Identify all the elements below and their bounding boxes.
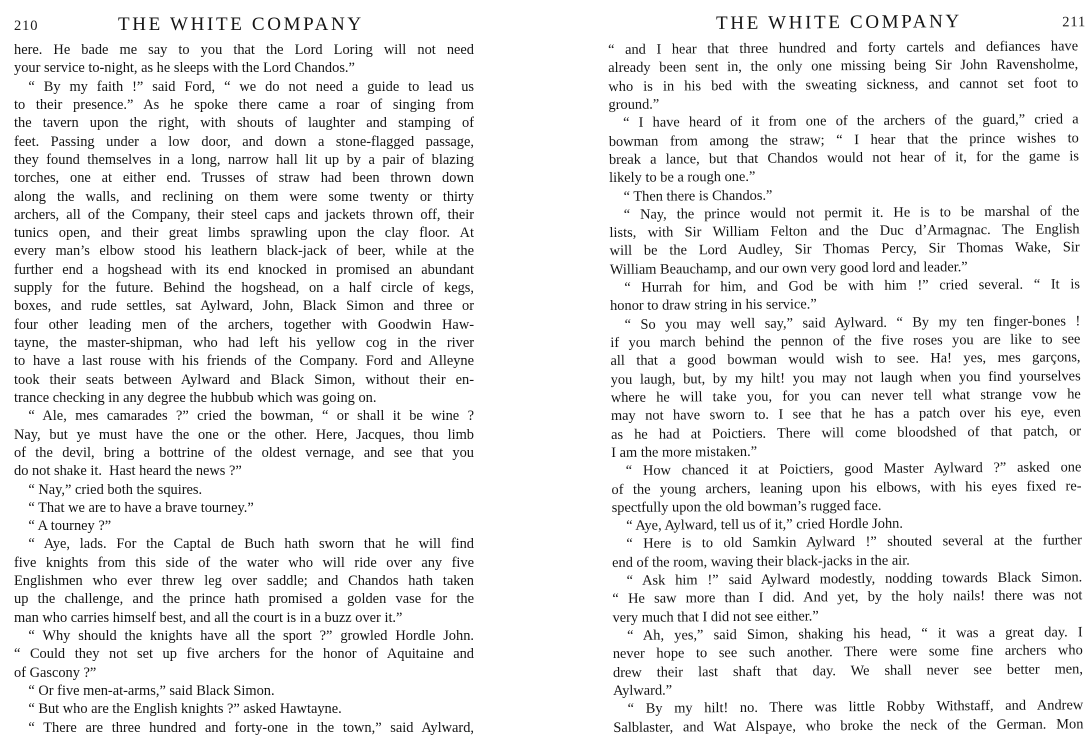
text-line: to have a last rouse with his friends of the Company. Ford and Alleyne [14,353,474,370]
text-line: “ Or five men-at-arms,” said Black Simon. [14,682,275,699]
text-line: boxes, and rude settles, sat Aylward, John, Black Simon and three or [14,298,474,315]
text-line: where he will take you, for you can never tell what strange vow he [610,386,1081,406]
text-line: all that a good bowman would wish to see. Ha! yes, mes garçons, [610,349,1081,370]
text-line: if you march behind the pennon of the five roses you are like to see [610,331,1081,351]
text-line: “ Ah, yes,” said Simon, shaking his head, “ it was a great day. I [612,624,1083,644]
text-line: who is in his bed with the sweating sickness, and cannot set foot to [608,74,1079,95]
verso-page [0,0,500,736]
text-line: “ Aye, Aylward, tell us of it,” cried Hordle John. [611,515,903,535]
text-line: lists, with Sir William Felton and the Duc d’Armagnac. The English [609,221,1080,242]
text-line: “ Ask him !” said Aylward modestly, nodding towards Black Simon. [612,569,1083,590]
text-line: likely to be a rough one.” [609,169,756,187]
text-line: do not shake it. Hast heard the news ?” [14,463,242,480]
text-line: Salblaster, and Wat Alspaye, who broke the neck of the German. Mon [613,715,1084,736]
verso-folio-number: 210 [14,18,39,34]
verso-text-column [14,41,474,737]
text-line: “ By my hilt! no. There was little Robby Withstaff, and Andrew [613,697,1084,718]
text-line: spectfully upon the old bowman’s rugged face. [611,497,882,516]
text-line: “ and I hear that three hundred and forty cartels and defiances have [608,38,1079,58]
text-line: four other leading men of the archers, together with Goodwin Haw- [14,316,474,333]
text-line: “ Aye, lads. For the Captal de Buch hath sworn that he will find [14,536,474,553]
text-line: “ So you may well say,” said Aylward. “ By my ten finger-bones ! [610,312,1081,333]
text-line: of the devil, bring a bottrine of the oldest vernage, and see that you [14,444,474,461]
text-line: took their seats between Aylward and Black Simon, without their en- [14,371,474,388]
text-line: break a lance, but that Chandos would not hear of it, for the game is [608,148,1079,168]
text-line: “ Could they not set up five archers for the honor of Aquitaine and [14,646,474,663]
text-line: “ I have heard of it from one of the archers of the guard,” cried a [608,111,1079,132]
text-line: further end a hogshead with its end knocked in promised an abundant [14,261,474,278]
text-line: as he had at Poictiers. There will come bloodshed of that patch, or [611,422,1082,443]
text-line: “ Then there is Chandos.” [609,187,773,205]
text-line: already been sent in, the only one missing being Sir John Ravensholme, [608,56,1079,77]
text-line: archers, all of the Company, their steel caps and jackets thrown off, their [14,206,474,223]
text-line: man who carries himself best, and all the court is in a buzz over it.” [14,609,403,626]
text-line: feet. Passing under a low door, and down a stone-flagged passage, [14,133,474,150]
text-line: your service to-night, as he sleeps with the Lord Chandos.” [14,60,355,77]
text-line: William Beauchamp, and our own very good lord and leader.” [609,258,968,278]
verso-running-head [0,12,500,38]
recto-folio-number: 211 [1062,14,1087,31]
text-line: “ A tourney ?” [14,518,112,535]
text-line: bowman from among the straw; “ I hear that the prince wishes to [608,129,1079,150]
text-line: will be the Lord Audley, Sir Thomas Percy, Sir Thomas Wake, Sir [609,239,1080,260]
text-line: very much that I did not see either.” [612,608,819,626]
text-line: Aylward.” [613,682,673,699]
text-line: “ Hurrah for him, and God be with him !” cried several. “ It is [609,276,1080,297]
text-line: “ By my faith !” said Ford, “ we do not need a guide to lead us [14,78,474,95]
text-line: honor to draw string in his service.” [610,296,817,315]
text-line: “ Ale, mes camarades ?” cried the bowman, “ or shall it be wine ? [14,408,474,425]
text-line: “ He saw more than I did. And yet, by the holy nails! there was not [612,587,1083,608]
recto-text-column [608,37,1083,737]
text-line: may not have sworn to. I see that he has a patch over his eye, even [610,404,1081,425]
text-line: end of the room, waving their black-jacks in the air. [612,552,910,571]
text-line: never hope to see such another. There were some fine archers who [612,642,1083,663]
text-line: “ That we are to have a brave tourney.” [14,499,254,516]
text-line: every man’s elbow stood his leathern black-jack of beer, while at the [14,243,474,260]
text-line: I am the more mistaken.” [611,443,758,461]
text-line: of Gascony ?” [14,664,97,681]
recto-running-title: THE WHITE COMPANY [716,11,962,35]
text-line: tunics open, and their great limbs sprawling upon the clay floor. At [14,225,474,242]
text-line: you laugh, but, by my hilt! you may not laugh when you find yourselves [610,367,1081,388]
text-line: “ There are three hundred and forty-one in the town,” said Aylward, [14,719,474,736]
text-line: up the challenge, and the prince hath promised a golden vase for the [14,591,474,608]
text-line: of the young archers, leaning upon his elbows, with his eyes fixed re- [611,477,1082,498]
text-line: Englishmen who ever threw leg over saddle; and Chandos hath taken [14,573,474,590]
recto-running-head [596,8,1092,38]
text-line: “ Nay, the prince would not permit it. He is to be marshal of the [609,203,1080,223]
text-line: to their presence.” As he spoke there came a roar of singing from [14,96,474,113]
text-line: ground.” [608,96,660,113]
text-line: five knights from this side of the water who will ride over any five [14,554,474,571]
text-line: “ Why should the knights have all the sport ?” growled Hordle John. [14,628,474,644]
text-line: here. He bade me say to you that the Lord Loring will not need [14,42,474,58]
text-line: torches, one at either end. Trusses of straw had been thrown down [14,170,474,187]
text-line: drew their last shaft that day. We shall never see better men, [612,660,1084,681]
text-line: tayne, the master-shipman, who had left his yellow cog in the river [14,335,474,351]
text-line: “ Here is to old Samkin Aylward !” shouted several at the further [611,532,1083,553]
text-line: “ How chanced it at Poictiers, good Master Aylward ?” asked one [611,459,1082,480]
text-line: trance checking in any degree the hubbub which was going on. [14,389,377,406]
verso-running-title: THE WHITE COMPANY [118,14,364,35]
text-line: supply for the future. Behind the hogshead, on a half circle of kegs, [14,280,474,297]
text-line: they found themselves in a long, narrow hall lit up by a pair of blazing [14,151,474,168]
text-line: the tavern upon the right, with shouts of laughter and stamping of [14,115,474,132]
text-line: “ Nay,” cried both the squires. [14,481,203,498]
recto-page [596,0,1092,736]
text-line: “ But who are the English knights ?” asked Hawtayne. [14,701,342,718]
text-line: Nay, but ye must have the one or the other. Here, Jacques, thou limb [14,426,474,443]
text-line: along the walls, and reclining on them were some twenty or thirty [14,188,474,205]
